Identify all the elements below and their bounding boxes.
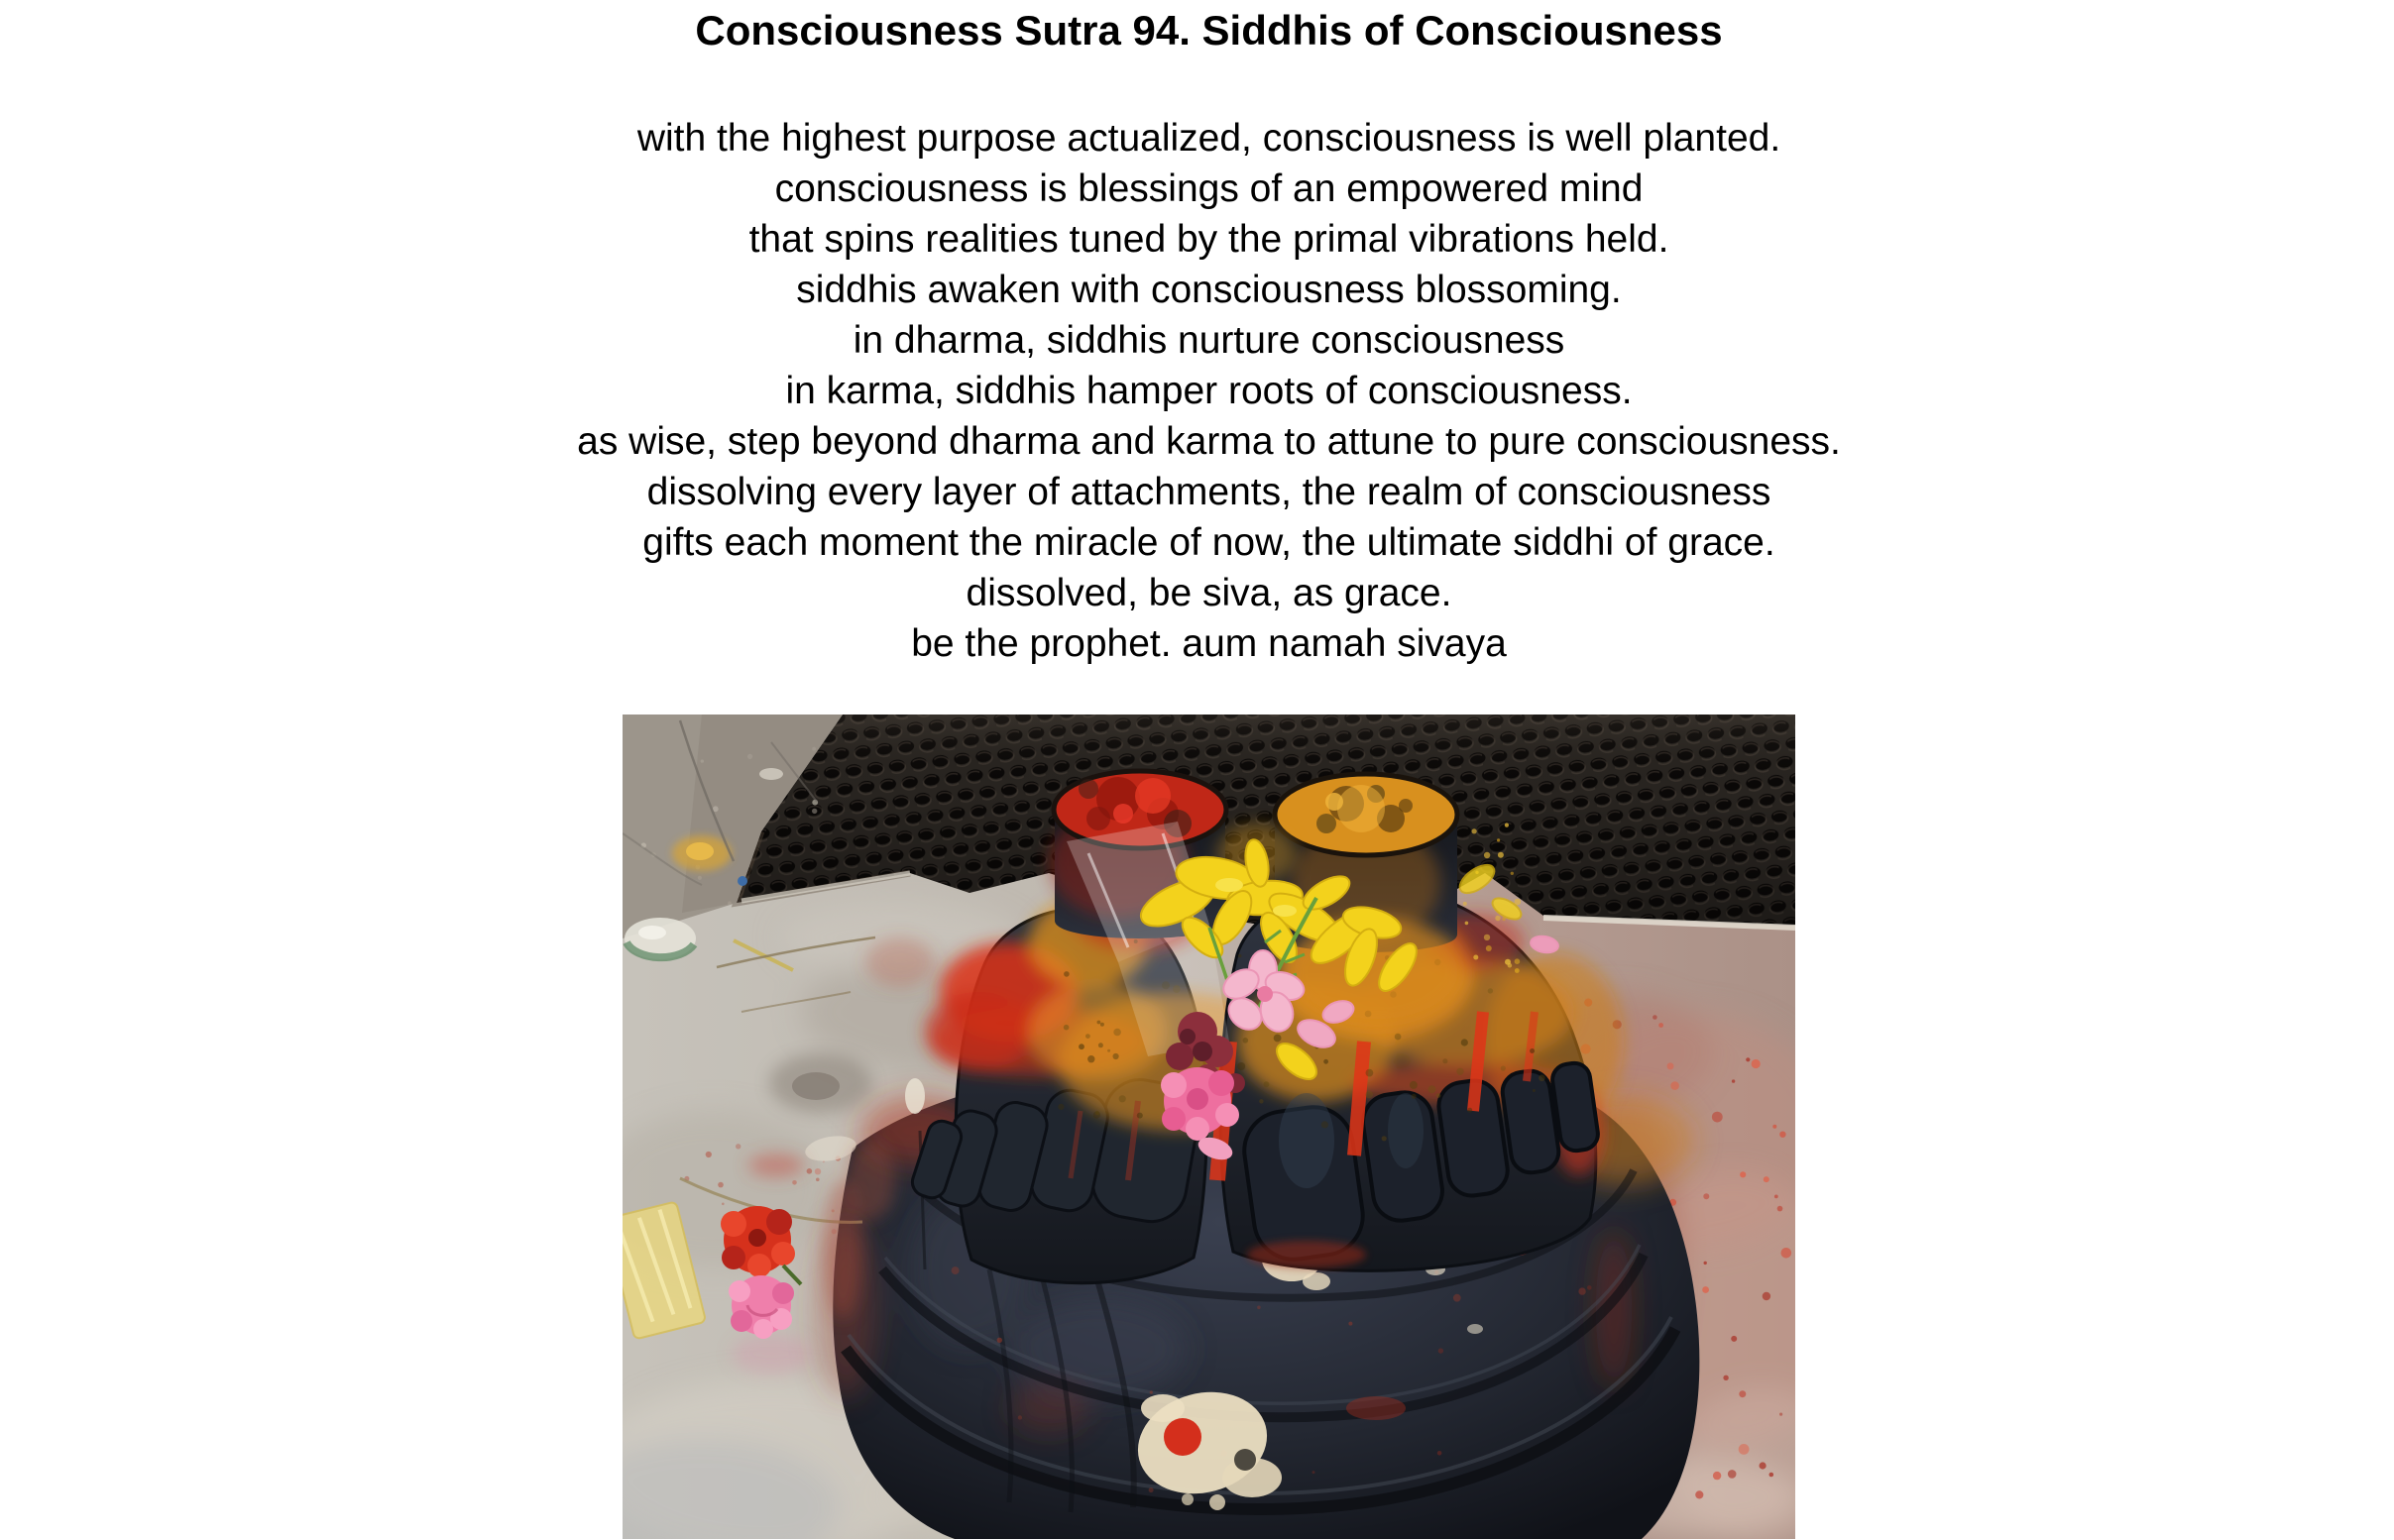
poem-line: in karma, siddhis hamper roots of consciousness. xyxy=(785,370,1633,412)
poem xyxy=(12,113,2394,669)
poem-line: be the prophet. aum namah sivaya xyxy=(911,622,1507,665)
pink-flower xyxy=(729,1275,794,1339)
poem-line: dissolved, be siva, as grace. xyxy=(966,572,1452,614)
offering-photo xyxy=(623,715,1795,1539)
kumkum-dot xyxy=(1164,1418,1201,1456)
page-title: Consciousness Sutra 94. Siddhis of Consciousness xyxy=(695,7,1723,54)
cup-ring-stain xyxy=(625,918,696,959)
poem-line: with the highest purpose actualized, consciousness is well planted. xyxy=(636,117,1781,160)
poem-line: that spins realities tuned by the primal vibrations held. xyxy=(748,218,1669,261)
poem-line: gifts each moment the miracle of now, the ultimate siddhi of grace. xyxy=(642,521,1775,564)
blue-speck xyxy=(738,876,747,886)
poem-line: siddhis awaken with consciousness blossoming. xyxy=(796,269,1622,311)
poem-line: dissolving every layer of attachments, the realm of consciousness xyxy=(646,471,1771,513)
poem-line: in dharma, siddhis nurture consciousness xyxy=(853,319,1565,362)
document-page xyxy=(12,0,2394,1539)
poem-line: consciousness is blessings of an empowered mind xyxy=(774,167,1644,210)
poem-line: as wise, step beyond dharma and karma to attune to pure consciousness. xyxy=(577,420,1841,463)
